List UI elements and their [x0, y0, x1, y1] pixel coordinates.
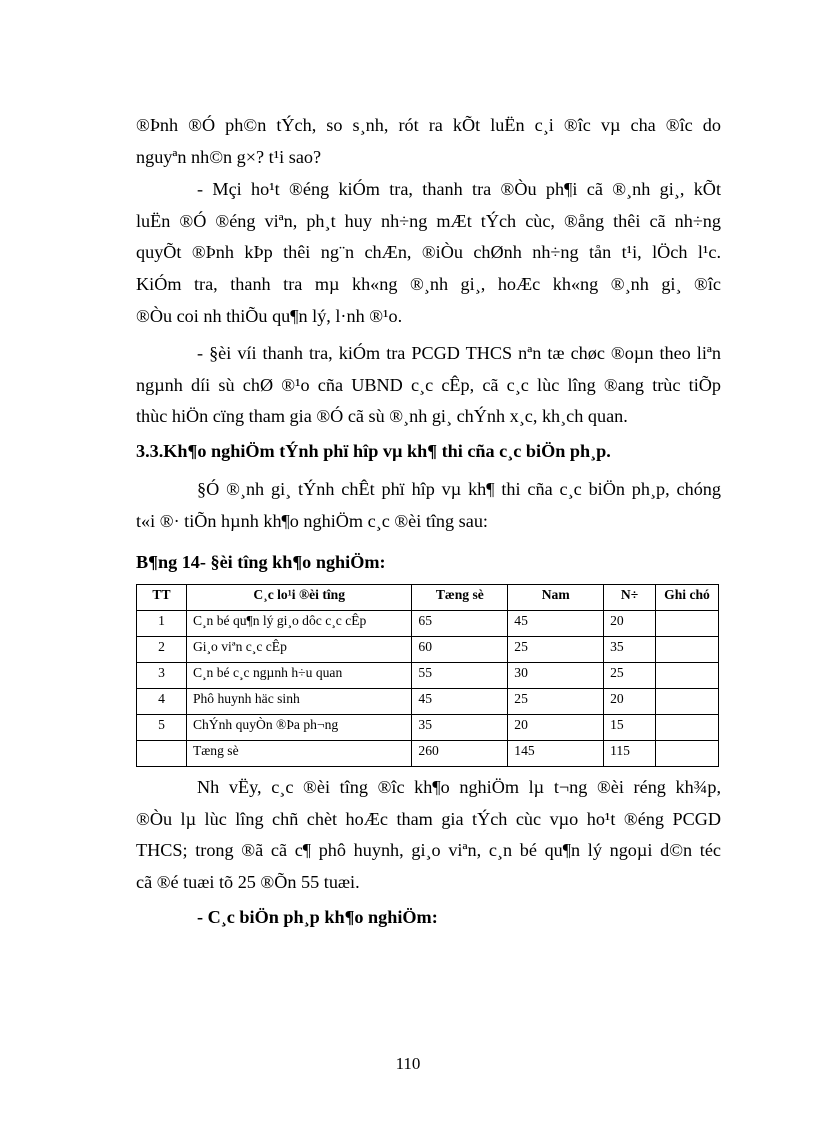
cell-female: 20 — [604, 611, 656, 637]
table-row — [137, 715, 719, 741]
cell-total: 55 — [412, 663, 508, 689]
text-line: ®Þnh ®Ó ph©n tÝch, so s¸nh, rót ra kÕt luËn c¸i ®îc vµ cha ®îc do — [136, 115, 721, 135]
cell-female: 115 — [604, 741, 656, 767]
paragraph-4 — [136, 474, 721, 537]
cell-notes — [656, 637, 719, 663]
cell-tt: 2 — [137, 637, 187, 663]
text-line: ®Òu lµ lùc lîng chñ chèt hoÆc tham gia tÝch cùc vµo ho¹t ®éng PCGD — [136, 808, 721, 829]
page-number: 110 — [395, 1054, 421, 1073]
cell-notes — [656, 663, 719, 689]
paragraph-2 — [136, 174, 721, 333]
cell-notes — [656, 611, 719, 637]
cell-notes — [656, 741, 719, 767]
text-line: cã ®é tuæi tõ 25 ®Õn 55 tuæi. — [136, 872, 360, 893]
cell-subject-type: C¸n bé qu¶n lý gi¸o dôc c¸c cÊp — [186, 611, 411, 637]
text-line: luËn ®Ó ®éng viªn, ph¸t huy nh÷ng mÆt tÝch cùc, ®ång thêi cã nh÷ng — [136, 210, 721, 231]
table-header-row — [137, 585, 719, 611]
header-tt: TT — [137, 585, 187, 611]
cell-male: 25 — [508, 637, 604, 663]
subheading: - C¸c biÖn ph¸p kh¶o nghiÖm: — [197, 907, 438, 927]
table-total-row — [137, 741, 719, 767]
cell-male: 45 — [508, 611, 604, 637]
header-subject-type: C¸c lo¹i ®èi tîng — [186, 585, 411, 611]
text-line: KiÓm tra, thanh tra mµ kh«ng ®¸nh gi¸, hoÆc kh«ng ®¸nh gi¸ ®îc — [136, 274, 721, 295]
cell-total: 260 — [412, 741, 508, 767]
text-line: - Mçi ho¹t ®éng kiÓm tra, thanh tra ®Òu ph¶i cã ®¸nh gi¸, kÕt — [197, 179, 721, 199]
cell-notes — [656, 689, 719, 715]
table-row — [137, 611, 719, 637]
cell-female: 25 — [604, 663, 656, 689]
text-line: Nh vËy, c¸c ®èi tîng ®îc kh¶o nghiÖm lµ t¬ng ®èi réng kh¾p, — [197, 777, 721, 797]
text-line: nguyªn nh©n g×? t¹i sao? — [136, 146, 322, 167]
cell-female: 35 — [604, 637, 656, 663]
cell-subject-type: ChÝnh quyÒn ®Þa ph¬ng — [186, 715, 411, 741]
paragraph-5 — [136, 772, 721, 899]
table-row — [137, 689, 719, 715]
table-row — [137, 663, 719, 689]
header-notes: Ghi chó — [656, 585, 719, 611]
text-line: ngµnh díi sù chØ ®¹o cña UBND c¸c cÊp, cã c¸c lùc lîng ®ang trùc tiÕp — [136, 374, 721, 395]
cell-subject-type: C¸n bé c¸c ngµnh h÷u quan — [186, 663, 411, 689]
subjects-table — [136, 584, 719, 767]
cell-tt: 4 — [137, 689, 187, 715]
text-line: THCS; trong ®ã cã c¶ phô huynh, gi¸o viªn, c¸n bé qu¶n lý ngoµi d©n téc — [136, 840, 721, 861]
cell-female: 20 — [604, 689, 656, 715]
cell-subject-type: Phô huynh häc sinh — [186, 689, 411, 715]
cell-notes — [656, 715, 719, 741]
text-line: thùc hiÖn cïng tham gia ®Ó cã sù ®¸nh gi¸ chÝnh x¸c, kh¸ch quan. — [136, 406, 628, 427]
text-line: §Ó ®¸nh gi¸ tÝnh chÊt phï hîp vµ kh¶ thi cña c¸c biÖn ph¸p, chóng — [197, 479, 721, 499]
paragraph-3 — [136, 338, 721, 433]
paragraph-1 — [136, 110, 721, 173]
header-male: Nam — [508, 585, 604, 611]
cell-total: 65 — [412, 611, 508, 637]
cell-total: 60 — [412, 637, 508, 663]
cell-tt: 1 — [137, 611, 187, 637]
cell-male: 30 — [508, 663, 604, 689]
cell-subject-type: Tæng sè — [186, 741, 411, 767]
header-total: Tæng sè — [412, 585, 508, 611]
section-heading: 3.3.Kh¶o nghiÖm tÝnh phï hîp vµ kh¶ thi cña c¸c biÖn ph¸p. — [136, 441, 611, 461]
text-line: t«i ®· tiÕn hµnh kh¶o nghiÖm c¸c ®èi tîng sau: — [136, 510, 488, 531]
cell-tt: 5 — [137, 715, 187, 741]
text-line: quyÕt ®Þnh kÞp thêi ng¨n chÆn, ®iÒu chØnh nh÷ng tån t¹i, lÖch l¹c. — [136, 242, 721, 263]
cell-male: 145 — [508, 741, 604, 767]
table-row — [137, 637, 719, 663]
header-female: N÷ — [604, 585, 656, 611]
text-line: ®Òu coi nh thiÕu qu¶n lý, l·nh ®¹o. — [136, 305, 403, 326]
cell-male: 20 — [508, 715, 604, 741]
cell-total: 45 — [412, 689, 508, 715]
table-caption: B¶ng 14- §èi tîng kh¶o nghiÖm: — [136, 552, 386, 572]
cell-total: 35 — [412, 715, 508, 741]
cell-tt: 3 — [137, 663, 187, 689]
cell-subject-type: Gi¸o viªn c¸c cÊp — [186, 637, 411, 663]
cell-tt — [137, 741, 187, 767]
cell-male: 25 — [508, 689, 604, 715]
text-line: - §èi víi thanh tra, kiÓm tra PCGD THCS nªn tæ chøc ®oµn theo liªn — [197, 343, 721, 363]
cell-female: 15 — [604, 715, 656, 741]
